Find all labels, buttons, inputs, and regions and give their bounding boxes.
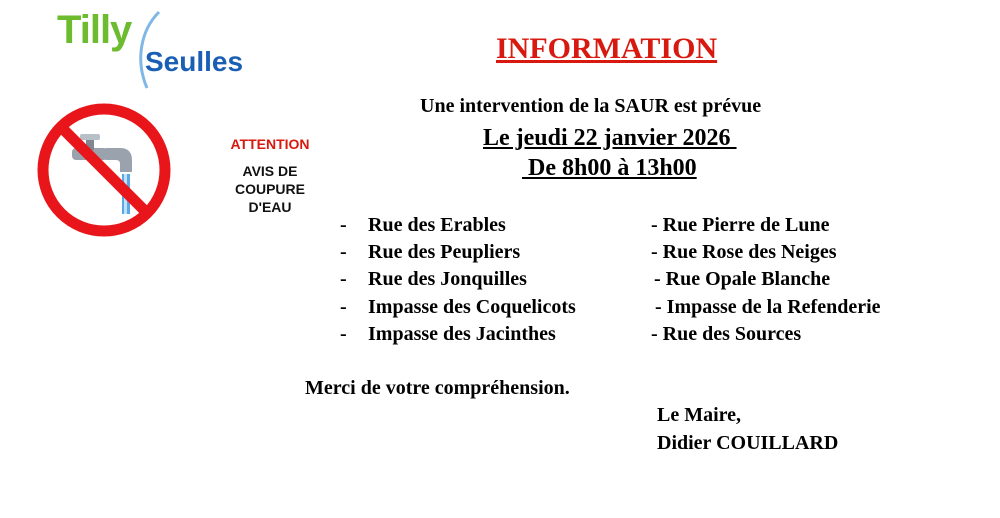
avis-line-3: D'EAU bbox=[248, 199, 292, 215]
list-dash: - bbox=[340, 323, 347, 345]
notice-intro: Une intervention de la SAUR est prévue bbox=[420, 95, 762, 117]
logo-word-tilly: Tilly bbox=[57, 8, 132, 52]
street-item: Impasse des Coquelicots bbox=[368, 296, 576, 318]
street-item: Impasse des Jacinthes bbox=[368, 323, 556, 345]
street-item: - Impasse de la Refenderie bbox=[655, 296, 881, 318]
list-dash: - bbox=[340, 241, 347, 263]
notice-title: INFORMATION bbox=[496, 32, 718, 65]
thanks-text: Merci de votre compréhension. bbox=[305, 377, 570, 399]
list-dash: - bbox=[340, 268, 347, 290]
notice-date: Le jeudi 22 janvier 2026 bbox=[483, 125, 737, 151]
street-item: - Rue Opale Blanche bbox=[654, 268, 831, 290]
tilly-seulles-logo bbox=[55, 8, 255, 88]
notice-hours: De 8h00 à 13h00 bbox=[522, 155, 697, 181]
water-cut-notice bbox=[205, 162, 335, 216]
street-item: Rue des Peupliers bbox=[368, 241, 521, 263]
avis-line-2: COUPURE bbox=[234, 181, 305, 197]
street-item: - Rue Pierre de Lune bbox=[651, 214, 830, 236]
signature-name: Didier COUILLARD bbox=[657, 432, 839, 454]
list-dash: - bbox=[340, 214, 347, 236]
street-item: Rue des Jonquilles bbox=[368, 268, 527, 290]
logo-word-seulles: Seulles bbox=[145, 46, 244, 77]
street-item: - Rue Rose des Neiges bbox=[651, 241, 837, 263]
signature-title: Le Maire, bbox=[657, 404, 742, 426]
avis-line-1: AVIS DE bbox=[242, 163, 298, 179]
street-item: Rue des Erables bbox=[368, 214, 506, 236]
street-item: - Rue des Sources bbox=[651, 323, 802, 345]
no-water-tap-icon bbox=[36, 102, 172, 238]
list-dash: - bbox=[340, 296, 347, 318]
attention-label: ATTENTION bbox=[230, 136, 310, 152]
